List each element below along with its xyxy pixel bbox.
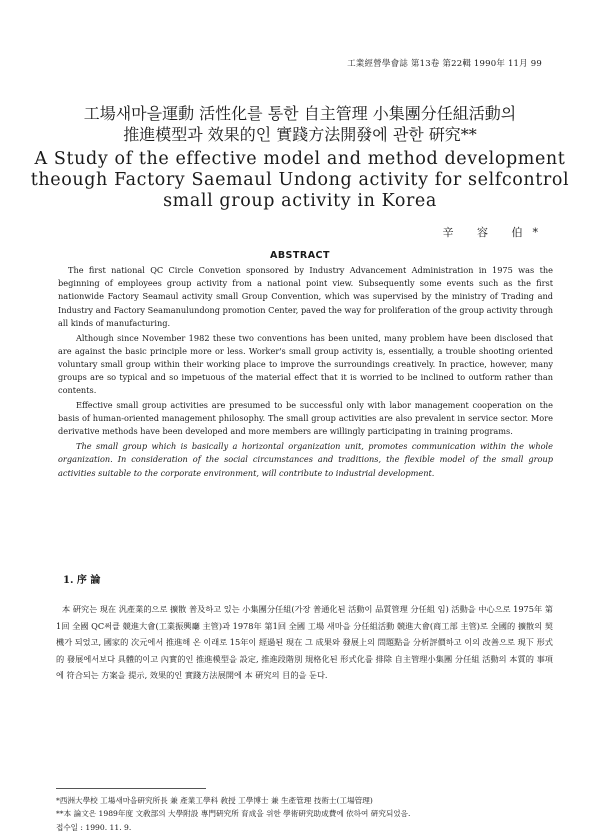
- abstract-paragraph: Although since November 1982 these two conventions has been united, many problem have been disclosed that are against the basic principle more or less. Worker's small group activity is, essentially, a trouble shooting oriented voluntary small group within their working place to improve the surroundings creatively. In practice, however, many groups are so typical and so impetuous of the material effect that it is worried to be inclined to outform rather than contents.: [58, 332, 553, 396]
- english-title-line-1: A Study of the effective model and method development: [34, 149, 566, 169]
- introduction-paragraph: 本 硏究는 現在 汎產業的으로 擴散 普及하고 있는 小集團分任組(가장 普通化된 活動이 品質管理 分任組 임) 活動을 中心으로 1975年 第1回 全國 QC써클 競進大會(工業振興廳 主管)과 1978年 第1回 全國 工場 새마을 分任組活動 競進大會(商工部 主管)로 全國的 擴散의 契機가 되었고, 國家的 次元에서 推進해 온 이래로 15年이 經過된 現在 그 成果와 發展上의 問題點을 分析評價하고 이의 改善으로 現下 形式的 發展에서보다 具體的이고 內實的인 推進模型을 設定, 推進段階別 規格化된 形式化를 排除 自主管理小集團 分任組 活動의 本質的 事項에 符合되는 方案을 提示, 效果的인 實踐方法展開에 本 硏究의 目的을 둔다.: [56, 604, 553, 681]
- introduction-body: [56, 601, 553, 684]
- korean-title-line-2: 推進模型과 效果的인 實踐方法開發에 관한 硏究**: [123, 125, 477, 144]
- korean-title-line-1: 工場새마을運動 活性化를 통한 自主管理 小集團分任組活動의: [83, 104, 517, 123]
- running-header: 工業經營學會誌 第13卷 第22輯 1990年 11月 99: [347, 59, 542, 69]
- footnote-affiliation: *西洲大學校 工場새마을硏究所長 兼 產業工學科 敎授 工學博士 兼 生產管理 技術士(工場管理): [56, 796, 373, 805]
- footnote-received-date: 접수일 : 1990. 11. 9.: [56, 822, 132, 832]
- abstract-paragraph: The small group which is basically a horizontal organization unit, promotes communication within the whole organization. In consideration of the social circumstances and traditions, the flexible model of the small group activities suitable to the corporate environment, will contribute to industrial development.: [58, 441, 553, 478]
- author-name: 辛 容 伯*: [442, 226, 548, 239]
- english-title-line-3: small group activity in Korea: [163, 191, 437, 211]
- abstract-paragraph: The first national QC Circle Convetion sponsored by Industry Advancement Administration in 1975 was the beginning of employees group activity from a national point view. Subsequently some events such as the first nationwide Factory Seamaul activity small Group Convention, which was supervised by the ministry of Trading and Industry and Factory Seamanulundong promotion Center, paved the way for proliferation of the group activity through all kinds of manufacturing.: [58, 265, 553, 328]
- footnote-divider: [56, 788, 206, 789]
- abstract-paragraph: Effective small group activities are presumed to be successful only with labor management cooperation on the basis of human-oriented management philosophy. The small group activities are also prevalent in service sector. More derivative methods have been developed and more members are willingly participating in training programs.: [58, 400, 553, 437]
- section-heading-introduction: 1. 序 論: [63, 575, 101, 586]
- footnotes: [56, 794, 551, 834]
- abstract-body: [58, 264, 553, 481]
- english-title-line-2: theough Factory Saemaul Undong activity for selfcontrol: [30, 170, 570, 190]
- abstract-heading: ABSTRACT: [269, 250, 331, 261]
- footnote-funding: **本 論文은 1989年度 文敎部의 大學附設 專門硏究所 育成을 위한 學術硏究助成費에 依하여 硏究되었음.: [56, 809, 411, 819]
